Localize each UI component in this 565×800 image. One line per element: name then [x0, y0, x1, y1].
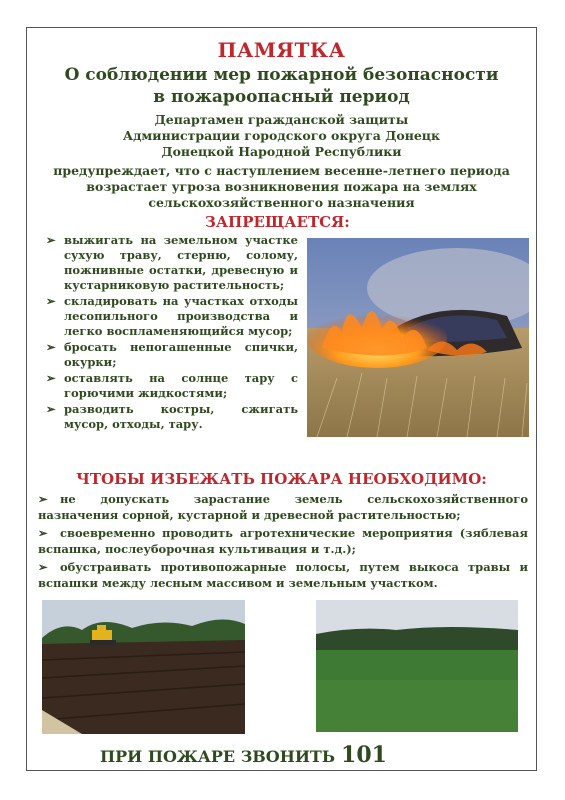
- footer-text: ПРИ ПОЖАРЕ ЗВОНИТЬ: [100, 747, 336, 766]
- page-title: ПАМЯТКА: [217, 38, 346, 62]
- department-block: [26, 112, 537, 160]
- arrow-bullet-icon: ➢: [46, 294, 56, 308]
- emergency-number: 101: [341, 742, 387, 768]
- grass-fire-photo: [307, 238, 529, 437]
- warning-line-1: предупреждает, что с наступлением весенне-летнего периода: [53, 163, 510, 178]
- needed-item: ➢ своевременно проводить агротехнические мероприятия (зяблевая вспашка, послеуборочная культивация и т.д.);: [38, 526, 528, 556]
- needed-list: [38, 491, 528, 593]
- department-line-3: Донецкой Народной Республики: [161, 144, 402, 159]
- subtitle-line-2: в пожароопасный период: [153, 87, 410, 107]
- plowed-field-photo: [42, 600, 245, 734]
- emergency-call-footer: [100, 742, 387, 768]
- forbidden-heading: ЗАПРЕЩАЕТСЯ:: [205, 213, 350, 231]
- arrow-bullet-icon: ➢: [46, 340, 56, 354]
- forbidden-list: [46, 233, 298, 433]
- arrow-bullet-icon: ➢: [38, 492, 48, 506]
- arrow-bullet-icon: ➢: [38, 560, 48, 574]
- subtitle-line-1: О соблюдении мер пожарной безопасности: [64, 65, 499, 85]
- green-field-photo: [316, 600, 518, 732]
- forbidden-item: ➢ оставлять на солнце тару с горючими жидкостями;: [46, 371, 298, 400]
- page-subtitle: [26, 64, 537, 108]
- warning-block: [26, 163, 537, 211]
- forbidden-item: ➢ разводить костры, сжигать мусор, отходы, тару.: [46, 402, 298, 431]
- forbidden-item: ➢ выжигать на земельном участке сухую траву, стерню, солому, пожнивные остатки, древесную и кустарниковую растительность;: [46, 233, 298, 292]
- forbidden-item: ➢ бросать непогашенные спички, окурки;: [46, 340, 298, 369]
- arrow-bullet-icon: ➢: [46, 402, 56, 416]
- warning-line-3: сельскохозяйственного назначения: [148, 195, 415, 210]
- forbidden-item: ➢ складировать на участках отходы лесопильного производства и легко воспламеняющийся мусор;: [46, 294, 298, 338]
- needed-item: ➢ обустраивать противопожарные полосы, путем выкоса травы и вспашки между лесным массивом и земельным участком.: [38, 560, 528, 590]
- arrow-bullet-icon: ➢: [46, 233, 56, 247]
- department-line-1: Департамен гражданской защиты: [154, 112, 409, 127]
- needed-item: ➢ не допускать зарастание земель сельскохозяйственного назначения сорной, кустарной и древесной растительностью;: [38, 492, 528, 522]
- needed-heading: ЧТОБЫ ИЗБЕЖАТЬ ПОЖАРА НЕОБХОДИМО:: [76, 470, 487, 488]
- arrow-bullet-icon: ➢: [38, 526, 48, 540]
- warning-line-2: возрастает угроза возникновения пожара на землях: [86, 179, 477, 194]
- department-line-2: Администрации городского округа Донецк: [122, 128, 441, 143]
- arrow-bullet-icon: ➢: [46, 371, 56, 385]
